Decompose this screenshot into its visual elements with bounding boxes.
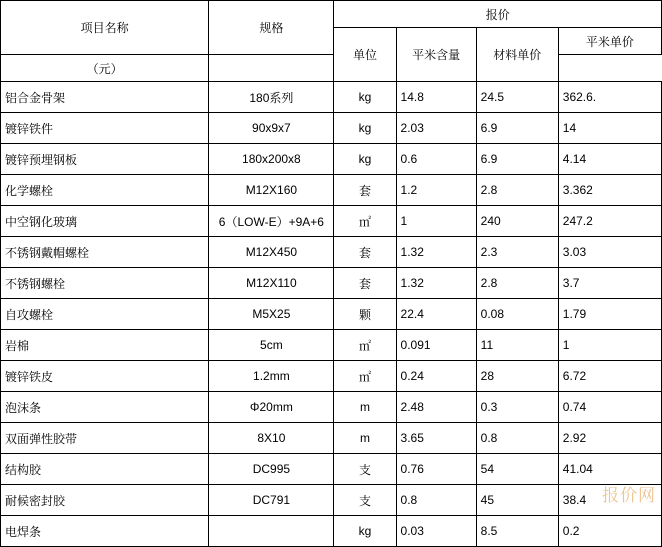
cell-unit: m	[334, 392, 396, 423]
column-header-spec: 规格	[209, 1, 334, 55]
cell-per-sqm-price: 247.2	[558, 206, 661, 237]
cell-name: 双面弹性胶带	[1, 423, 209, 454]
cell-name: 中空钢化玻璃	[1, 206, 209, 237]
cell-unit: kg	[334, 516, 396, 547]
column-header-unit: 单位	[334, 28, 396, 82]
cell-unit: kg	[334, 144, 396, 175]
cell-spec: 180系列	[209, 82, 334, 113]
table-row	[1, 516, 662, 547]
cell-per-sqm-price: 3.03	[558, 237, 661, 268]
cell-name: 不锈钢螺栓	[1, 268, 209, 299]
cell-per-sqm-qty: 0.091	[396, 330, 476, 361]
cell-spec	[209, 516, 334, 547]
cell-per-sqm-price: 14	[558, 113, 661, 144]
table-body	[1, 82, 662, 547]
cell-per-sqm-price: 0.2	[558, 516, 661, 547]
cell-per-sqm-price: 1.79	[558, 299, 661, 330]
cell-name: 耐候密封胶	[1, 485, 209, 516]
cell-spec: 5cm	[209, 330, 334, 361]
cell-spec: DC995	[209, 454, 334, 485]
cell-material-unit-price: 0.08	[476, 299, 558, 330]
table-row	[1, 392, 662, 423]
cell-material-unit-price: 6.9	[476, 144, 558, 175]
cell-per-sqm-price: 3.362	[558, 175, 661, 206]
table-row	[1, 175, 662, 206]
table-row	[1, 82, 662, 113]
cell-spec: M5X25	[209, 299, 334, 330]
cell-per-sqm-qty: 14.8	[396, 82, 476, 113]
cell-per-sqm-qty: 0.24	[396, 361, 476, 392]
cell-unit: 支	[334, 454, 396, 485]
cell-per-sqm-qty: 0.76	[396, 454, 476, 485]
cell-material-unit-price: 24.5	[476, 82, 558, 113]
cell-per-sqm-qty: 1.32	[396, 268, 476, 299]
column-header-per-sqm-price: 平米单价	[558, 28, 661, 55]
cell-per-sqm-price: 362.6.	[558, 82, 661, 113]
cell-per-sqm-price: 6.72	[558, 361, 661, 392]
table-row	[1, 206, 662, 237]
table-row	[1, 113, 662, 144]
cell-per-sqm-price: 41.04	[558, 454, 661, 485]
cell-spec: 180x200x8	[209, 144, 334, 175]
cell-material-unit-price: 240	[476, 206, 558, 237]
cell-unit: m	[334, 423, 396, 454]
cell-spec: Φ20mm	[209, 392, 334, 423]
cell-material-unit-price: 6.9	[476, 113, 558, 144]
cell-per-sqm-qty: 1.32	[396, 237, 476, 268]
table-row	[1, 361, 662, 392]
cell-name: 镀锌铁件	[1, 113, 209, 144]
cell-name: 电焊条	[1, 516, 209, 547]
cell-per-sqm-qty: 0.8	[396, 485, 476, 516]
cell-material-unit-price: 11	[476, 330, 558, 361]
cell-unit: 套	[334, 268, 396, 299]
table-row	[1, 423, 662, 454]
cell-per-sqm-price: 38.4	[558, 485, 661, 516]
cell-per-sqm-qty: 0.6	[396, 144, 476, 175]
column-header-name: 项目名称	[1, 1, 209, 55]
cell-unit: kg	[334, 82, 396, 113]
cell-material-unit-price: 0.8	[476, 423, 558, 454]
cell-name: 结构胶	[1, 454, 209, 485]
cell-per-sqm-price: 2.92	[558, 423, 661, 454]
cell-per-sqm-price: 0.74	[558, 392, 661, 423]
cell-name: 岩棉	[1, 330, 209, 361]
table-header-row-1	[1, 1, 662, 28]
cell-spec: M12X110	[209, 268, 334, 299]
cell-per-sqm-qty: 2.48	[396, 392, 476, 423]
table-row	[1, 299, 662, 330]
cell-per-sqm-qty: 1	[396, 206, 476, 237]
cell-per-sqm-qty: 22.4	[396, 299, 476, 330]
cell-unit: kg	[334, 113, 396, 144]
cell-unit: 颗	[334, 299, 396, 330]
cell-name: 铝合金骨架	[1, 82, 209, 113]
cell-unit: 套	[334, 175, 396, 206]
cell-per-sqm-qty: 2.03	[396, 113, 476, 144]
cell-per-sqm-qty: 1.2	[396, 175, 476, 206]
cell-spec: 90x9x7	[209, 113, 334, 144]
cell-spec: M12X450	[209, 237, 334, 268]
table-row	[1, 454, 662, 485]
column-header-material-unit-price: 材料单价	[476, 28, 558, 82]
cell-name: 化学螺栓	[1, 175, 209, 206]
cell-material-unit-price: 2.8	[476, 175, 558, 206]
cell-unit: ㎡	[334, 330, 396, 361]
cell-spec: 6（LOW-E）+9A+6	[209, 206, 334, 237]
column-header-per-sqm-qty: 平米含量	[396, 28, 476, 82]
cell-name: 镀锌铁皮	[1, 361, 209, 392]
cell-unit: 支	[334, 485, 396, 516]
cell-material-unit-price: 0.3	[476, 392, 558, 423]
watermark-label: 报价网	[602, 486, 656, 505]
cell-name: 镀锌预埋钢板	[1, 144, 209, 175]
table-row	[1, 144, 662, 175]
cell-material-unit-price: 2.3	[476, 237, 558, 268]
cell-per-sqm-qty: 3.65	[396, 423, 476, 454]
table-row	[1, 237, 662, 268]
cell-per-sqm-qty: 0.03	[396, 516, 476, 547]
table-row	[1, 485, 662, 516]
cell-unit: 套	[334, 237, 396, 268]
cell-spec: 1.2mm	[209, 361, 334, 392]
cell-per-sqm-price: 1	[558, 330, 661, 361]
cell-per-sqm-price: 3.7	[558, 268, 661, 299]
cell-spec: 8X10	[209, 423, 334, 454]
cell-material-unit-price: 45	[476, 485, 558, 516]
cell-unit: ㎡	[334, 206, 396, 237]
table-header-row-3	[1, 55, 662, 82]
cell-name: 泡沫条	[1, 392, 209, 423]
cell-material-unit-price: 54	[476, 454, 558, 485]
cell-per-sqm-price: 4.14	[558, 144, 661, 175]
cell-spec: DC791	[209, 485, 334, 516]
cell-material-unit-price: 28	[476, 361, 558, 392]
column-header-currency-note: （元）	[1, 55, 209, 82]
table-row	[1, 268, 662, 299]
cell-name: 不锈钢戴帽螺栓	[1, 237, 209, 268]
cell-spec: M12X160	[209, 175, 334, 206]
table-row	[1, 330, 662, 361]
cell-unit: ㎡	[334, 361, 396, 392]
cell-material-unit-price: 2.8	[476, 268, 558, 299]
cell-material-unit-price: 8.5	[476, 516, 558, 547]
cell-name: 自攻螺栓	[1, 299, 209, 330]
column-header-quote-group: 报价	[334, 1, 662, 28]
